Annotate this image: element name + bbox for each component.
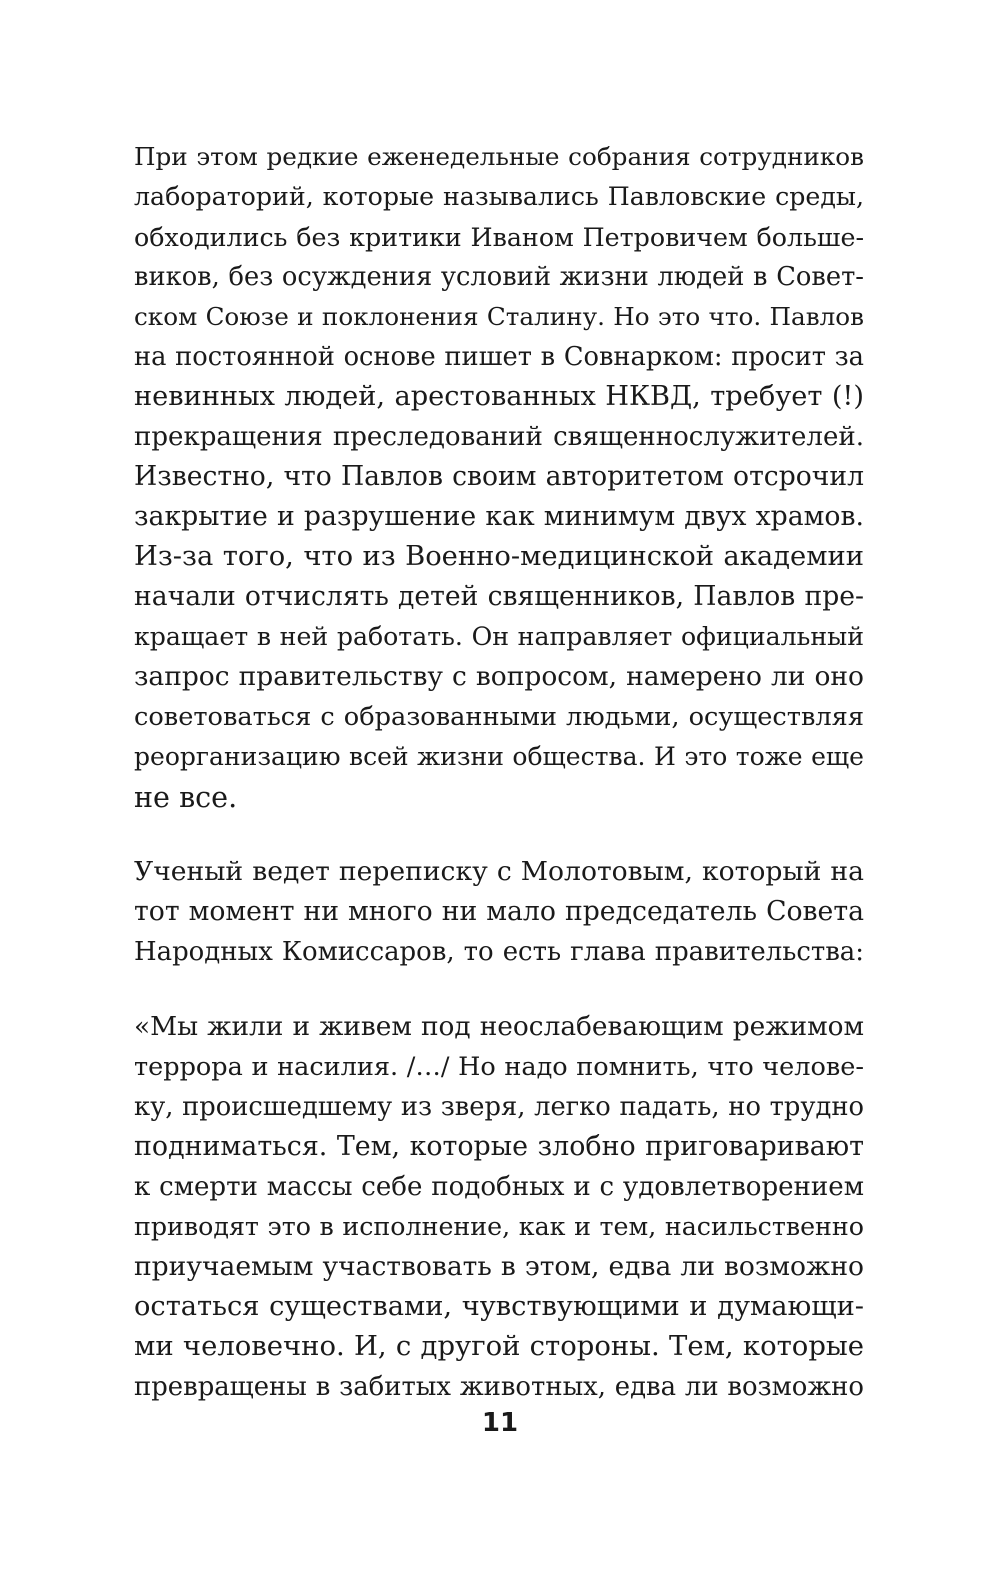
text-line: Ученый ведет переписку с Молотовым, который на bbox=[134, 856, 864, 887]
text-line: Народных Комиссаров, то есть глава правительства: bbox=[134, 937, 864, 967]
text-line: на постоянной основе пишет в Совнарком: просит за bbox=[134, 342, 864, 372]
text-line: ку, происшедшему из зверя, легко падать, но трудно bbox=[134, 1092, 864, 1122]
text-line: не все. bbox=[134, 780, 238, 814]
paragraph-3-quote bbox=[134, 1007, 864, 1407]
page-number: 11 bbox=[481, 1408, 519, 1438]
body-text bbox=[134, 137, 864, 1407]
text-line: «Мы жили и живем под неослабевающим режимом bbox=[134, 1012, 864, 1042]
text-line: прекращения преследований священнослужителей. bbox=[134, 422, 864, 452]
text-line: приводят это в исполнение, как и тем, насильственно bbox=[134, 1212, 864, 1241]
paragraph-2 bbox=[134, 852, 864, 972]
text-line: кращает в ней работать. Он направляет официальный bbox=[134, 622, 864, 651]
text-line: превращены в забитых животных, едва ли возможно bbox=[134, 1372, 864, 1402]
text-line: лабораторий, которые назывались Павловские среды, bbox=[134, 182, 864, 211]
text-line: приучаемым участвовать в этом, едва ли возможно bbox=[134, 1251, 864, 1282]
text-line: обходились без критики Иваном Петровичем больше- bbox=[134, 222, 864, 252]
text-line: советоваться с образованными людьми, осуществляя bbox=[134, 702, 864, 732]
paragraph-gap bbox=[134, 817, 864, 852]
paragraph-gap bbox=[134, 972, 864, 1007]
text-line: ми человечно. И, с другой стороны. Тем, которые bbox=[134, 1331, 864, 1362]
text-line: к смерти массы себе подобных и с удовлетворением bbox=[134, 1172, 864, 1202]
text-line: тот момент ни много ни мало председатель Совета bbox=[134, 896, 864, 927]
text-line: Известно, что Павлов своим авторитетом отсрочил bbox=[134, 461, 864, 492]
text-line: невинных людей, арестованных НКВД, требует (!) bbox=[134, 381, 864, 412]
text-line: остаться существами, чувствующими и думающи- bbox=[134, 1291, 864, 1322]
text-line: запрос правительству с вопросом, намерено ли оно bbox=[134, 661, 864, 692]
text-line: начали отчислять детей священников, Павлов пре- bbox=[134, 581, 864, 612]
paragraph-1 bbox=[134, 137, 864, 817]
text-line: При этом редкие еженедельные собрания сотрудников bbox=[134, 142, 864, 171]
text-line: закрытие и разрушение как минимум двух храмов. bbox=[134, 501, 864, 532]
text-line: террора и насилия. /…/ Но надо помнить, что челове- bbox=[134, 1052, 864, 1082]
text-line: ском Союзе и поклонения Сталину. Но это что. Павлов bbox=[134, 302, 864, 331]
text-line: Из-за того, что из Военно-медицинской академии bbox=[134, 541, 864, 572]
text-line: виков, без осуждения условий жизни людей в Совет- bbox=[134, 262, 864, 292]
text-line: реорганизацию всей жизни общества. И это тоже еще bbox=[134, 742, 864, 771]
text-line: подниматься. Тем, которые злобно приговаривают bbox=[134, 1131, 864, 1162]
